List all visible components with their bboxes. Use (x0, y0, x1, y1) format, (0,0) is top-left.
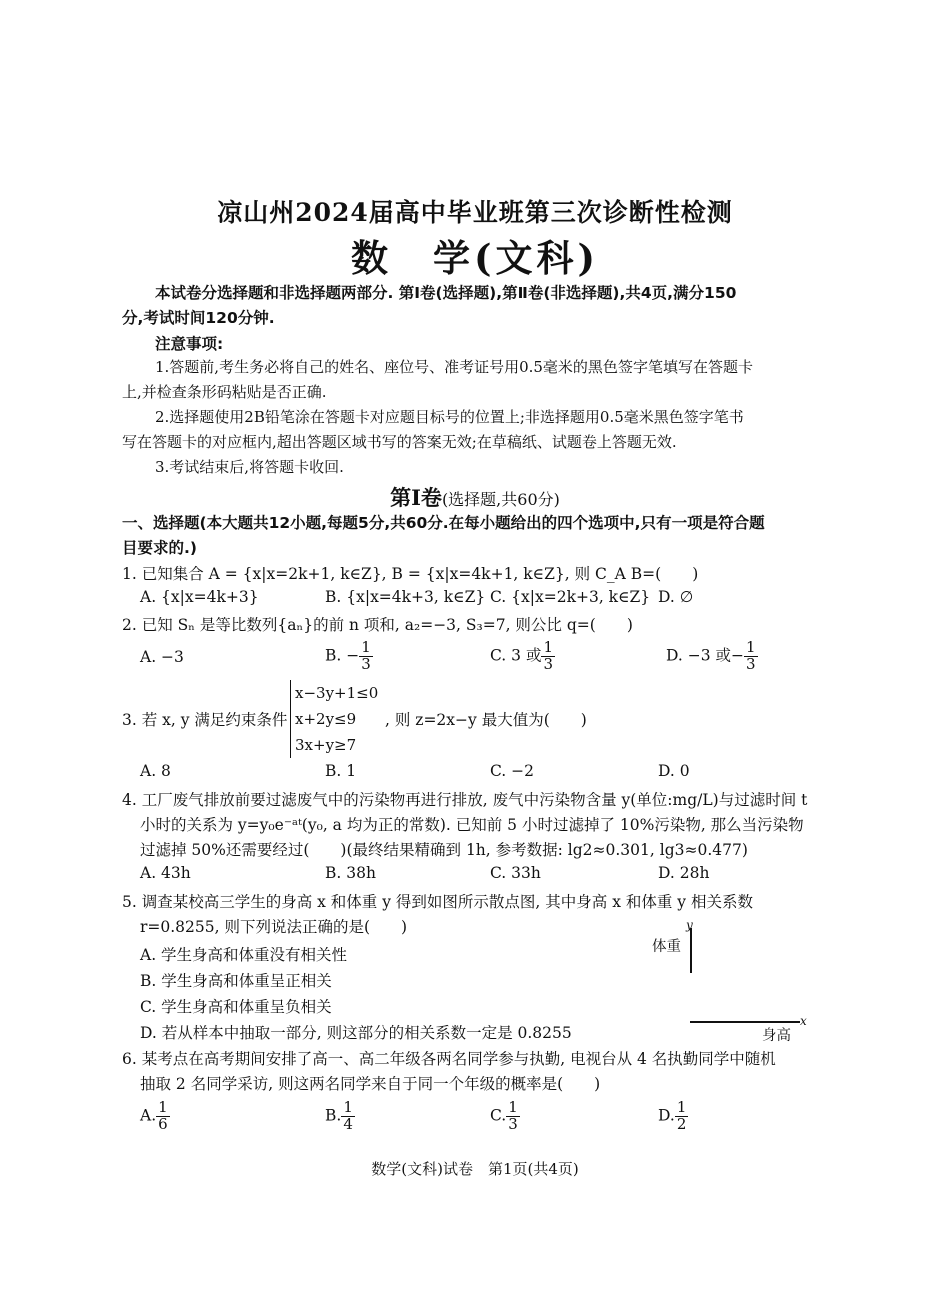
q2-option-c (490, 640, 555, 673)
q2-c-den: 3 (543, 654, 553, 673)
q6-c-num: 1 (508, 1098, 518, 1116)
q4-option-d: D. 28h (658, 864, 710, 882)
q6-option-c-fraction (506, 1100, 520, 1133)
q5-line1: 5. 调查某校高三学生的身高 x 和体重 y 得到如图所示散点图, 其中身高 x 和体重 y 相关系数 (122, 893, 753, 911)
q5-option-a: A. 学生身高和体重没有相关性 (140, 946, 348, 964)
q5-option-d: D. 若从样本中抽取一部分, 则这部分的相关系数一定是 0.8255 (140, 1024, 572, 1042)
part1-subtitle: (选择题,共60分) (441, 490, 560, 509)
q6-option-c-prefix: C. (490, 1106, 507, 1125)
q6-d-den: 2 (676, 1114, 687, 1133)
q1-option-d: D. ∅ (658, 588, 694, 606)
section-line2: 目要求的.) (122, 539, 197, 557)
q3-constraint-system (290, 680, 378, 758)
q2-b-den: 3 (361, 654, 371, 673)
q4-line3: 过滤掉 50%还需要经过( )(最终结果精确到 1h, 参考数据: lg2≈0.301, lg3≈0.477) (140, 841, 748, 859)
q4-line2: 小时的关系为 y=y₀e⁻ᵃᵗ(y₀, a 均为正的常数). 已知前 5 小时过滤掉了 10%污染物, 那么当污染物 (140, 816, 804, 834)
q2-c-num: 1 (543, 638, 553, 656)
q5-option-c: C. 学生身高和体重呈负相关 (140, 998, 332, 1016)
q1-option-b: B. {x|x=4k+3, k∈Z} (325, 588, 486, 606)
q3-constraint-1: x−3y+1≤0 (295, 684, 379, 702)
scatter-x-label: 身高 (762, 1028, 791, 1044)
scatter-y-axis (690, 928, 692, 973)
q6-option-d-prefix: D. (658, 1106, 675, 1125)
note-1a: 1.答题前,考生务必将自己的姓名、座位号、准考证号用0.5毫米的黑色签字笔填写在答题卡 (155, 358, 753, 376)
q6-line1: 6. 某考点在高考期间安排了高一、高二年级各两名同学参与执勤, 电视台从 4 名执勤同学中随机 (122, 1050, 776, 1068)
q2-option-b-fraction (359, 640, 373, 673)
q6-d-num: 1 (676, 1098, 687, 1116)
q3-option-b: B. 1 (325, 762, 357, 780)
q6-option-a-prefix: A. (140, 1106, 157, 1125)
intro-line2: 分,考试时间120分钟. (122, 309, 275, 327)
notes-title: 注意事项: (155, 335, 224, 353)
scatter-y-var: y (686, 918, 693, 932)
page-footer: 数学(文科)试卷 第1页(共4页) (371, 1160, 579, 1178)
q6-option-b (325, 1100, 355, 1133)
q1-option-c: C. {x|x=2k+3, k∈Z} (490, 588, 651, 606)
q4-option-b: B. 38h (325, 864, 376, 882)
q6-b-den: 4 (343, 1114, 353, 1133)
q6-option-b-prefix: B. (325, 1106, 342, 1125)
part1-title (0, 482, 950, 512)
q2-option-d-fraction (744, 640, 758, 673)
scatter-x-var: x (800, 1014, 807, 1028)
q6-a-num: 1 (158, 1098, 168, 1116)
q3-stem-post: , 则 z=2x−y 最大值为( ) (385, 711, 587, 729)
scatter-y-label: 体重 (652, 939, 681, 955)
q2-option-c-prefix: C. 3 或 (490, 646, 542, 665)
q2-option-d-prefix: D. −3 或− (666, 646, 744, 665)
q6-line2: 抽取 2 名同学采访, 则这两名同学来自于同一个年级的概率是( ) (140, 1075, 601, 1093)
q6-a-den: 6 (158, 1114, 168, 1133)
q4-line1: 4. 工厂废气排放前要过滤废气中的污染物再进行排放, 废气中污染物含量 y(单位:mg/L)与过滤时间 t (122, 791, 808, 809)
note-2a: 2.选择题使用2B铅笔涂在答题卡对应题目标号的位置上;非选择题用0.5毫米黑色签字笔书 (155, 408, 744, 426)
q3-option-a: A. 8 (140, 762, 171, 780)
q2-option-b-prefix: B. − (325, 646, 360, 665)
q3-option-c: C. −2 (490, 762, 535, 780)
q2-option-b (325, 640, 373, 673)
scatter-x-axis (690, 1021, 800, 1023)
q3-constraint-3: 3x+y≥7 (295, 736, 357, 754)
subject-title: 数 学(文科) (350, 236, 599, 280)
q1-option-a: A. {x|x=4k+3} (140, 588, 259, 606)
q4-option-a: A. 43h (140, 864, 191, 882)
note-3: 3.考试结束后,将答题卡收回. (155, 458, 344, 476)
q4-option-c: C. 33h (490, 864, 541, 882)
q2-d-den: 3 (746, 654, 756, 673)
q6-option-a-fraction (156, 1100, 170, 1133)
q2-option-a: A. −3 (140, 648, 184, 666)
q2-b-num: 1 (361, 638, 371, 656)
exam-title: 凉山州2024届高中毕业班第三次诊断性检测 (217, 198, 733, 227)
q2-stem: 2. 已知 Sₙ 是等比数列{aₙ}的前 n 项和, a₂=−3, S₃=7, 则公比 q=( ) (122, 616, 633, 634)
q2-option-d (666, 640, 758, 673)
note-1b: 上,并检查条形码粘贴是否正确. (122, 383, 327, 401)
intro-line1: 本试卷分选择题和非选择题两部分. 第Ⅰ卷(选择题),第Ⅱ卷(非选择题),共4页,满分150 (155, 284, 737, 302)
q1-stem: 1. 已知集合 A = {x|x=2k+1, k∈Z}, B = {x|x=4k+1, k∈Z}, 则 C_A B=( ) (122, 565, 699, 583)
q6-c-den: 3 (508, 1114, 518, 1133)
q6-option-b-fraction (341, 1100, 355, 1133)
q3-option-d: D. 0 (658, 762, 690, 780)
q5-line2: r=0.8255, 则下列说法正确的是( ) (140, 918, 408, 936)
q2-d-num: 1 (746, 638, 756, 656)
q2-option-c-fraction (541, 640, 555, 673)
note-2b: 写在答题卡的对应框内,超出答题区域书写的答案无效;在草稿纸、试题卷上答题无效. (122, 433, 677, 451)
q5-option-b: B. 学生身高和体重呈正相关 (140, 972, 332, 990)
q6-b-num: 1 (343, 1098, 353, 1116)
q3-constraint-2: x+2y≤9 (295, 710, 357, 728)
q6-option-d (658, 1100, 688, 1133)
q6-option-d-fraction (675, 1100, 689, 1133)
section-line1: 一、选择题(本大题共12小题,每题5分,共60分.在每小题给出的四个选项中,只有一项是符合题 (122, 514, 765, 532)
part1-title-main: 第Ⅰ卷 (390, 485, 442, 510)
q3-stem-pre: 3. 若 x, y 满足约束条件 (122, 711, 288, 729)
q6-option-c (490, 1100, 520, 1133)
q6-option-a (140, 1100, 170, 1133)
